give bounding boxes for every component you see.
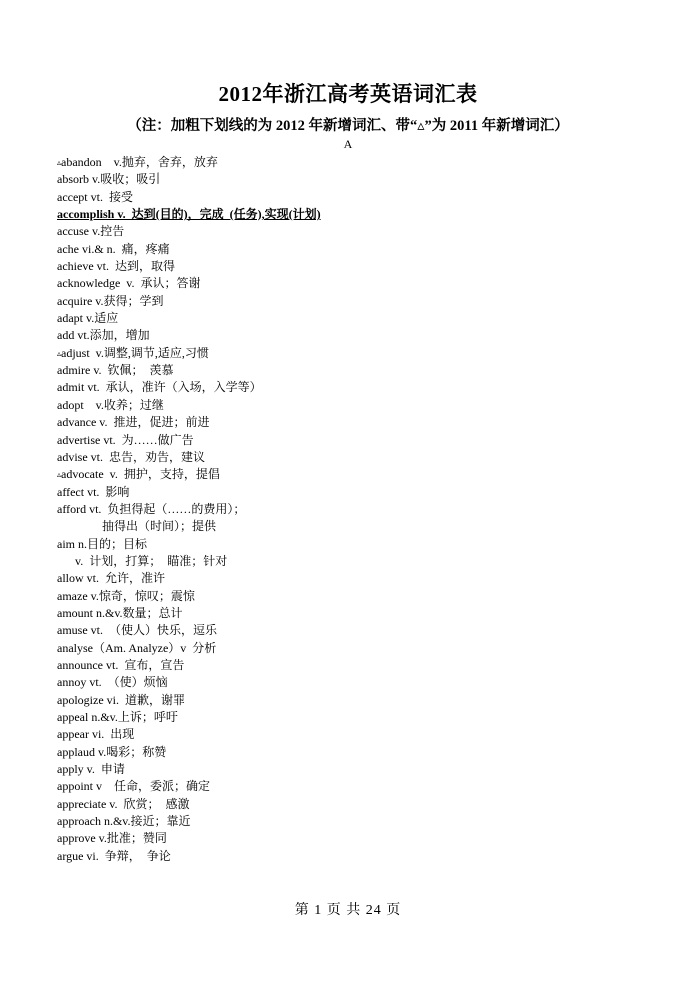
entry-text: adjust v.调整,调节,适应,习惯 [61,345,209,360]
triangle-mark-icon: ▵ [57,348,62,358]
vocabulary-entry [57,778,617,795]
entry-text: 抽得出（时间）；提供 [57,519,217,534]
entry-text: appear vi. 出现 [57,727,135,742]
vocabulary-entry [57,796,617,813]
vocabulary-entry [57,761,617,778]
entry-text: argue vi. 争辩， 争论 [57,848,171,863]
vocabulary-entry [57,414,617,431]
entry-text: applaud v.喝彩；称赞 [57,744,167,759]
vocabulary-entry [57,605,617,622]
vocabulary-entry [57,588,617,605]
entry-text: advance v. 推进，促进；前进 [57,415,210,430]
entry-text: accuse v.控告 [57,224,125,239]
section-letter-heading: A [343,137,353,151]
vocabulary-entry [57,553,617,570]
vocabulary-entry [57,449,617,466]
entry-text: analyse（Am. Analyze）v 分析 [57,640,217,655]
entry-text: announce vt. 宣布，宣告 [57,657,185,672]
vocabulary-entry [57,223,617,240]
entry-text: advise vt. 忠告，劝告，建议 [57,449,205,464]
vocabulary-entry [57,327,617,344]
entry-text: appreciate v. 欣赏； 感激 [57,796,190,811]
triangle-mark-icon: ▵ [57,470,62,480]
entry-text: admire v. 钦佩； 羡慕 [57,363,174,378]
vocabulary-entry [57,189,617,206]
entry-text: ache vi.& n. 痛，疼痛 [57,241,170,256]
vocabulary-entry [57,709,617,726]
vocabulary-entry [57,640,617,657]
entry-text: acknowledge v. 承认；答谢 [57,276,201,291]
entry-text: appeal n.&v.上诉；呼吁 [57,710,178,724]
vocabulary-entry [57,674,617,691]
vocabulary-entry [57,432,617,449]
entry-text: add vt.添加，增加 [57,328,150,343]
vocabulary-entry [57,206,617,223]
entry-text: accept vt. 接受 [57,189,133,204]
vocabulary-entry [57,484,617,501]
vocabulary-entry [57,171,617,188]
entry-text: afford vt. 负担得起（……的费用）； [57,501,246,516]
vocabulary-entry [57,362,617,379]
vocabulary-entry [57,310,617,327]
entry-text: achieve vt. 达到，取得 [57,259,175,274]
entry-text: approve v.批准；赞同 [57,831,167,846]
vocabulary-entry [57,241,617,258]
vocabulary-entry [57,379,617,396]
document-title: 2012年浙江高考英语词汇表 [218,82,478,106]
vocabulary-entry [57,830,617,847]
vocabulary-entry [57,813,617,830]
entry-text: accomplish v. 达到(目的)，完成 (任务),实现(计划) [57,207,321,222]
document-subtitle-note: （注：加粗下划线的为 2012 年新增词汇、带“▵”为 2011 年新增词汇） [127,118,569,134]
vocabulary-entry [57,692,617,709]
entry-text: absorb v.吸收；吸引 [57,172,161,187]
entry-text: aim n.目的；目标 [57,536,147,551]
vocabulary-entry [57,744,617,761]
vocabulary-entry [57,518,617,535]
vocabulary-entry [57,345,617,362]
vocabulary-list [57,154,617,865]
vocabulary-entry [57,466,617,483]
entry-text: amuse vt. （使人）快乐，逗乐 [57,623,217,638]
vocabulary-entry [57,275,617,292]
entry-text: admit vt. 承认，准许（入场，入学等） [57,380,262,395]
entry-text: annoy vt. （使）烦恼 [57,675,168,690]
entry-text: adapt v.适应 [57,311,119,326]
entry-text: approach n.&v.接近；靠近 [57,814,191,829]
entry-text: abandon v.抛弃，舍弃，放弃 [61,155,218,169]
vocabulary-entry [57,258,617,275]
vocabulary-entry [57,726,617,743]
entry-text: advertise vt. 为……做广告 [57,432,194,447]
vocabulary-entry [57,397,617,414]
entry-text: acquire v.获得；学到 [57,293,164,308]
triangle-mark-icon: ▵ [57,158,62,167]
entry-text: adopt v.收养；过继 [57,397,164,412]
page-footer: 第 1 页 共 24 页 [294,903,402,918]
entry-text: apologize vi. 道歉，谢罪 [57,692,185,707]
vocabulary-entry [57,570,617,587]
vocabulary-entry [57,622,617,639]
entry-text: amaze v.惊奇，惊叹；震惊 [57,588,195,603]
entry-text: advocate v. 拥护，支持，提倡 [61,467,220,482]
entry-text: v. 计划，打算； 瞄准；针对 [57,553,228,568]
vocabulary-entry [57,293,617,310]
entry-text: amount n.&v.数量；总计 [57,605,183,620]
entry-text: appoint v 任命，委派；确定 [57,779,210,794]
vocabulary-entry [57,657,617,674]
vocabulary-entry [57,154,617,171]
vocabulary-entry [57,536,617,553]
vocabulary-entry [57,848,617,865]
vocabulary-entry [57,501,617,518]
entry-text: allow vt. 允许，准许 [57,571,165,586]
entry-text: apply v. 申请 [57,762,125,777]
entry-text: affect vt. 影响 [57,484,130,499]
